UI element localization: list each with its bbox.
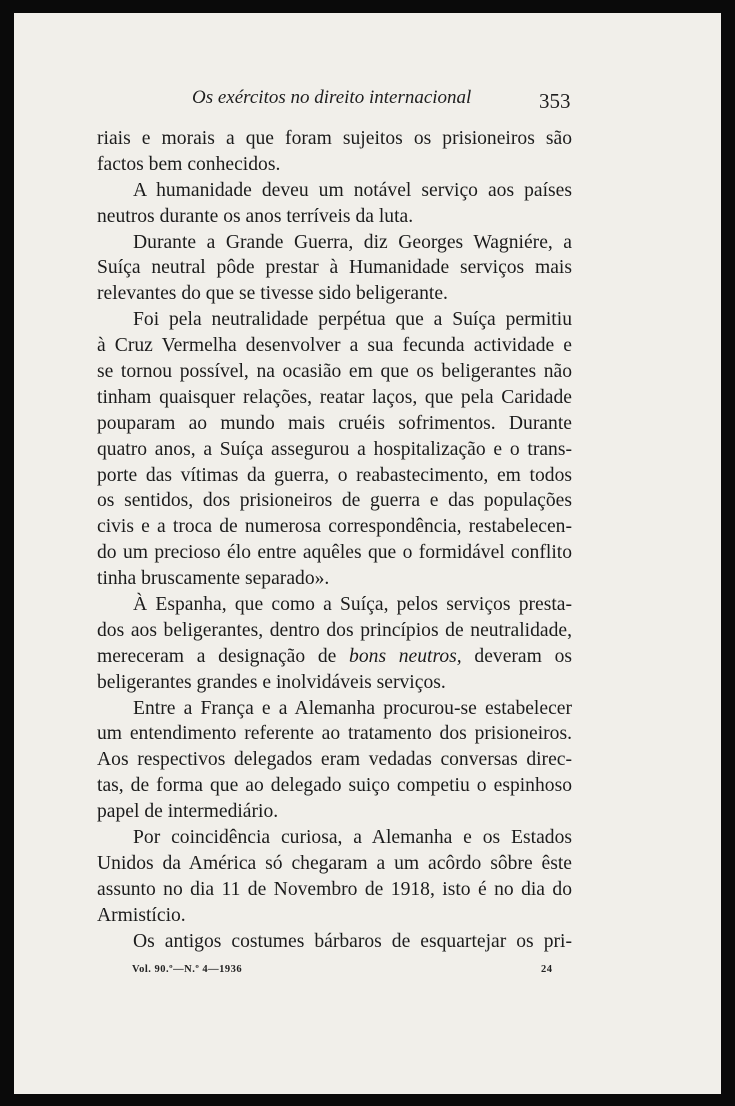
text-line: beligerantes grandes e inolvidáveis serviços.: [97, 671, 446, 693]
text-line: Entre a França e a Alemanha procurou-se estabelecer: [133, 697, 572, 719]
text-line: factos bem conhecidos.: [97, 153, 281, 175]
text-line: neutros durante os anos terríveis da luta.: [97, 205, 414, 227]
text-line: tinham quaisquer relações, reatar laços, que pela Caridade: [97, 386, 572, 408]
text-line: do um precioso élo entre aquêles que o formidável conflito: [97, 542, 572, 564]
text-line: Aos respectivos delegados eram vedadas conversas direc-: [97, 749, 572, 771]
signature-mark: 24: [541, 964, 553, 975]
text-line: riais e morais a que foram sujeitos os prisioneiros são: [97, 128, 572, 149]
text-line: relevantes do que se tivesse sido beligerante.: [97, 283, 448, 305]
page-number: 353: [539, 89, 571, 113]
text-line: Armistício.: [97, 904, 186, 926]
text-line: os sentidos, dos prisioneiros de guerra e das populações: [97, 490, 572, 512]
text-line: um entendimento referente ao tratamento dos prisioneiros.: [97, 723, 572, 745]
text-line: Os antigos costumes bárbaros de esquartejar os pri-: [133, 930, 572, 952]
text-line: papel de intermediário.: [97, 801, 279, 823]
running-title: Os exércitos no direito internacional: [192, 87, 472, 108]
text-line: à Cruz Vermelha desenvolver a sua fecunda actividade e: [97, 335, 572, 357]
text-segment: mereceram a designação de: [97, 645, 337, 667]
page-footer: [14, 964, 721, 984]
text-line: Durante a Grande Guerra, diz Georges Wagniére, a: [133, 231, 572, 253]
text-line: Unidos da América só chegaram a um acôrdo sôbre êste: [97, 852, 572, 874]
volume-info: Vol. 90.º—N.º 4—1936: [132, 964, 243, 975]
emphasis-bons-neutros: bons neutros,: [349, 645, 462, 667]
text-line: quatro anos, a Suíça assegurou a hospitalização e o trans-: [97, 438, 572, 460]
text-line: civis e a troca de numerosa correspondência, restabelecen-: [97, 516, 572, 538]
text-line: À Espanha, que como a Suíça, pelos serviços presta-: [133, 594, 572, 616]
body-text: [97, 126, 572, 955]
text-line: se tornou possível, na ocasião em que os beligerantes não: [97, 361, 572, 383]
text-line: assunto no dia 11 de Novembro de 1918, isto é no dia do: [97, 878, 572, 900]
text-line: Suíça neutral pôde prestar à Humanidade serviços mais: [97, 257, 572, 279]
text-line: Por coincidência curiosa, a Alemanha e os Estados: [133, 827, 572, 849]
text-line: [97, 644, 572, 670]
text-line: porte das vítimas da guerra, o reabastecimento, em todos: [97, 464, 572, 486]
text-line: A humanidade deveu um notável serviço aos países: [133, 179, 572, 201]
page-header: [14, 79, 721, 119]
book-page: [14, 13, 721, 1094]
text-line: pouparam ao mundo mais cruéis sofrimentos. Durante: [97, 412, 572, 434]
text-line: dos aos beligerantes, dentro dos princípios de neutralidade,: [97, 619, 572, 641]
text-line: tinha bruscamente separado».: [97, 568, 330, 590]
text-line: tas, de forma que ao delegado suiço competiu o espinhoso: [97, 775, 572, 797]
text-line: Foi pela neutralidade perpétua que a Suíça permitiu: [133, 309, 572, 331]
text-segment: deveram os: [474, 645, 572, 667]
